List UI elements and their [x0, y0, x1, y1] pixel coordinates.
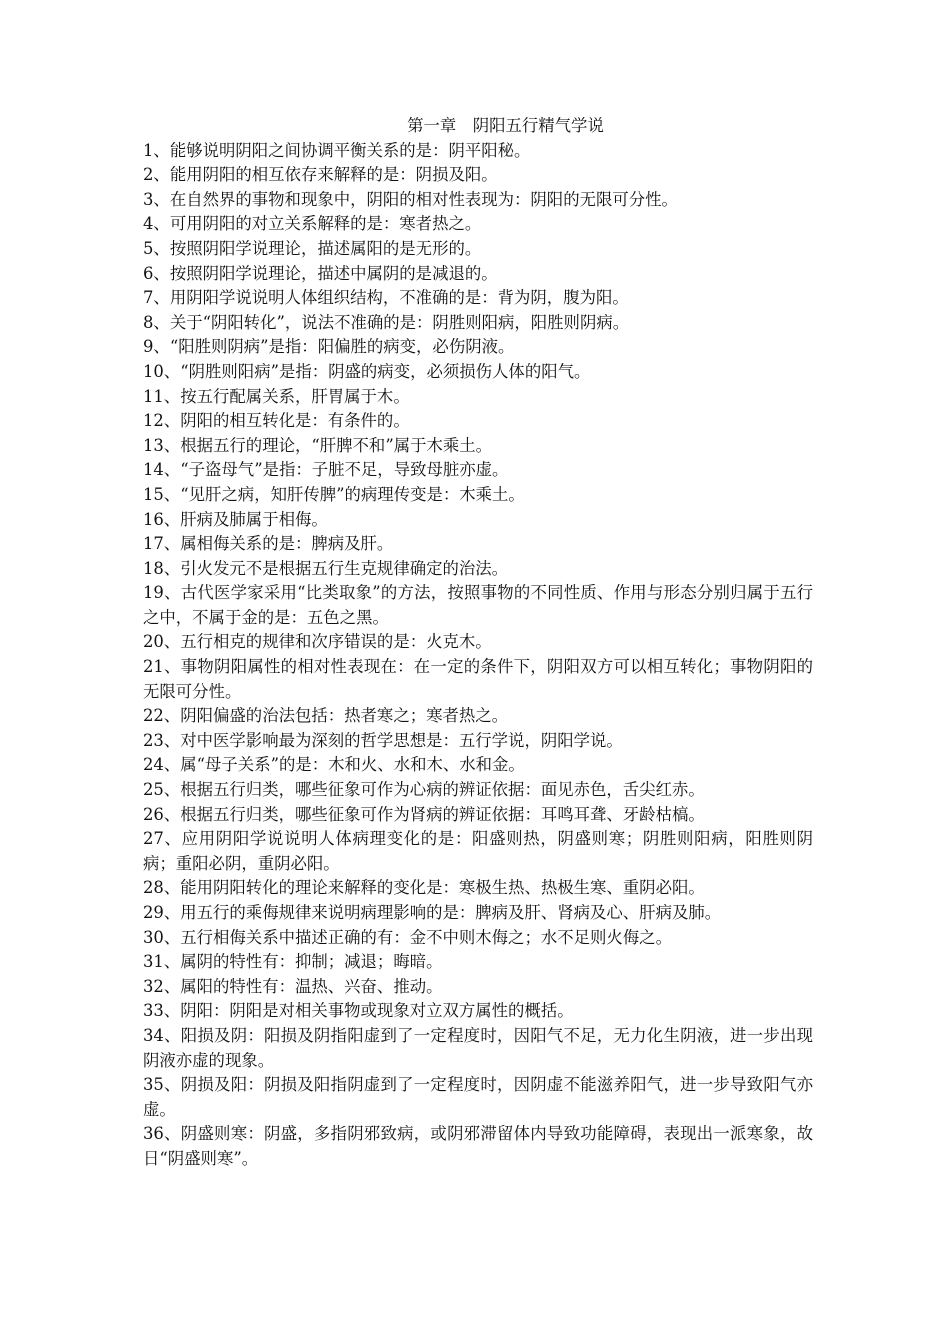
list-item: 5、按照阴阳学说理论，描述属阳的是无形的。 [143, 238, 482, 258]
list-item: 14、“子盗母气”是指：子脏不足，导致母脏亦虚。 [143, 460, 509, 480]
list-item: 25、根据五行归类，哪些征象可作为心病的辨证依据：面见赤色，舌尖红赤。 [143, 780, 705, 800]
list-item: 33、阴阳：阴阳是对相关事物或现象对立双方属性的概括。 [143, 1001, 574, 1021]
list-item: 7、用阴阳学说说明人体组织结构，不准确的是：背为阴，腹为阳。 [143, 288, 629, 308]
list-item: 2、能用阴阳的相互依存来解释的是：阴损及阳。 [143, 165, 498, 185]
list-item: 20、五行相克的规律和次序错误的是：火克木。 [143, 632, 492, 652]
list-item: 11、按五行配属关系，肝胃属于木。 [143, 386, 410, 406]
document-content [143, 114, 813, 1172]
chapter-title: 第一章 阴阳五行精气学说 [407, 116, 604, 135]
list-item: 18、引火发元不是根据五行生克规律确定的治法。 [143, 558, 509, 578]
list-item: 4、可用阴阳的对立关系解释的是：寒者热之。 [143, 214, 482, 234]
list-item: 1、能够说明阴阳之间协调平衡关系的是：阴平阳秘。 [143, 140, 531, 160]
list-item: 13、根据五行的理论，“肝脾不和”属于木乘土。 [143, 435, 493, 455]
list-item: 3、在自然界的事物和现象中，阴阳的相对性表现为：阴阳的无限可分性。 [143, 189, 678, 209]
list-item: 32、属阳的特性有：温热、兴奋、推动。 [143, 976, 443, 996]
list-item: 31、属阴的特性有：抑制；减退；晦暗。 [143, 952, 443, 972]
list-item: 21、事物阴阳属性的相对性表现在：在一定的条件下，阴阳双方可以相互转化；事物阴阳的无限可分性。 [143, 657, 813, 701]
list-item: 22、阴阳偏盛的治法包括：热者寒之；寒者热之。 [143, 706, 509, 726]
list-item: 28、能用阴阳转化的理论来解释的变化是：寒极生热、热极生寒、重阴必阳。 [143, 878, 705, 898]
list-item: 15、“见肝之病，知肝传脾”的病理传变是：木乘土。 [143, 484, 525, 504]
list-item: 9、“阳胜则阴病”是指：阳偏胜的病变，必伤阴液。 [143, 337, 515, 357]
list-item: 35、阴损及阳：阴损及阳指阴虚到了一定程度时，因阴虚不能滋养阳气，进一步导致阳气亦虚。 [143, 1075, 813, 1119]
list-item: 6、按照阴阳学说理论，描述中属阴的是减退的。 [143, 263, 498, 283]
list-item: 34、阳损及阴：阳损及阴指阳虚到了一定程度时，因阳气不足，无力化生阴液，进一步出现阴液亦虚的现象。 [143, 1025, 813, 1070]
list-item: 8、关于“阴阳转化”，说法不准确的是：阴胜则阳病，阳胜则阴病。 [143, 312, 630, 332]
list-item: 30、五行相侮关系中描述正确的有：金不中则木侮之；水不足则火侮之。 [143, 927, 672, 947]
list-item: 10、“阴胜则阳病”是指：阴盛的病变，必须损伤人体的阳气。 [143, 361, 591, 381]
list-item: 36、阴盛则寒：阴盛，多指阴邪致病，或阴邪滞留体内导致功能障碍，表现出一派寒象，故日“阴盛则寒”。 [143, 1124, 813, 1168]
list-item: 26、根据五行归类，哪些征象可作为肾病的辨证依据：耳鸣耳聋、牙龄枯槁。 [143, 804, 705, 824]
list-item: 17、属相侮关系的是：脾病及肝。 [143, 534, 394, 554]
item-list [143, 139, 813, 1172]
list-item: 12、阴阳的相互转化是：有条件的。 [143, 411, 410, 431]
list-item: 24、属“母子关系”的是：木和火、水和木、水和金。 [143, 755, 525, 775]
list-item: 29、用五行的乘侮规律来说明病理影响的是：脾病及肝、肾病及心、肝病及肺。 [143, 903, 722, 922]
list-item: 19、古代医学家采用“比类取象”的方法，按照事物的不同性质、作用与形态分别归属于五行之中，不属于金的是：五色之黑。 [143, 583, 813, 627]
list-item: 16、肝病及肺属于相侮。 [143, 509, 328, 529]
list-item: 23、对中医学影响最为深刻的哲学思想是：五行学说，阴阳学说。 [143, 730, 623, 750]
list-item: 27、应用阴阳学说说明人体病理变化的是：阳盛则热，阴盛则寒；阴胜则阳病，阳胜则阴病；重阳必阴，重阴必阳。 [143, 829, 813, 873]
